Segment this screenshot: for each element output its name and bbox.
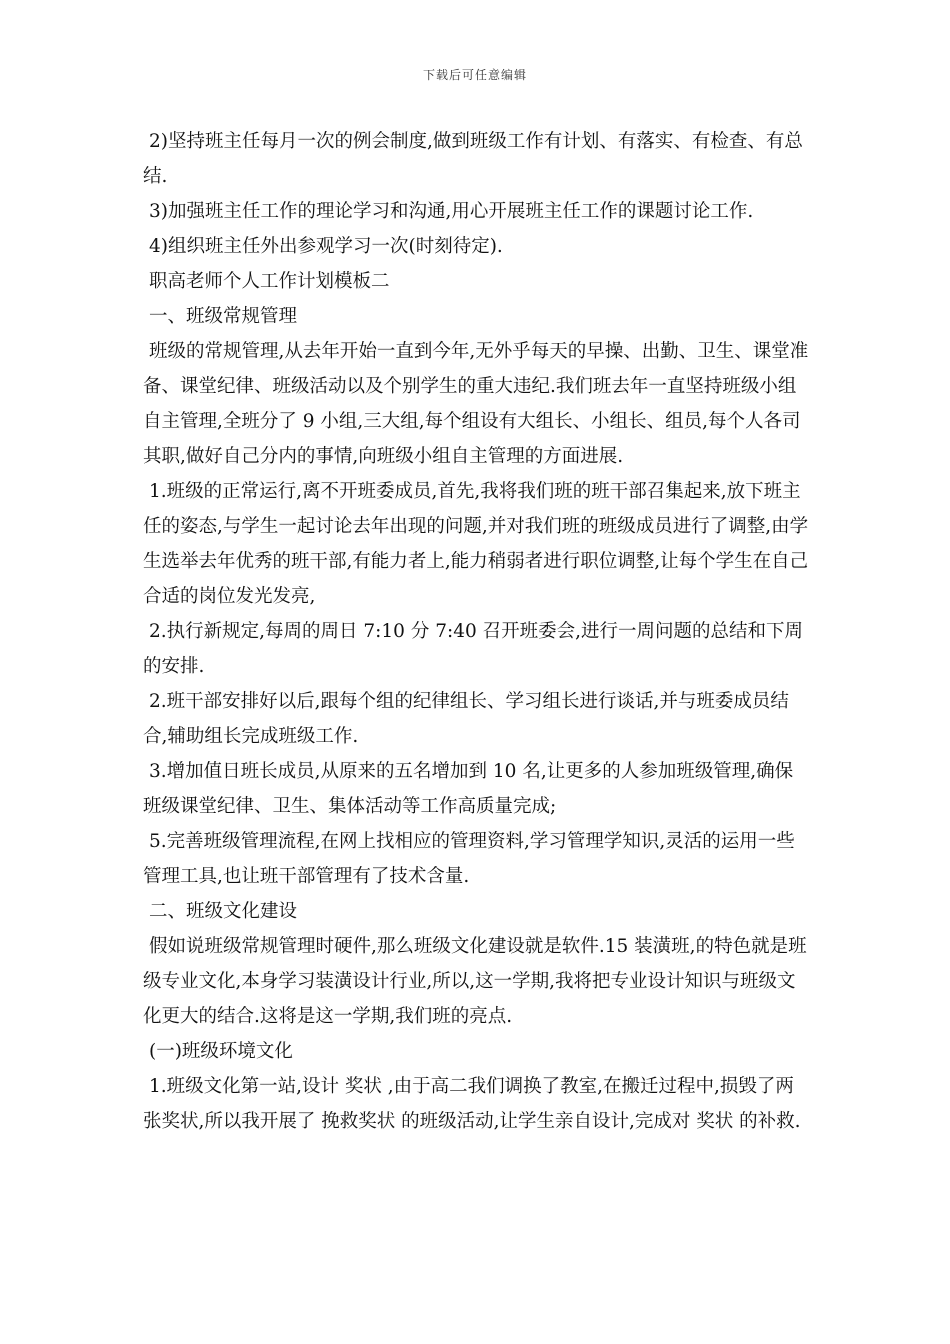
paragraph-class-meeting-system: 2)坚持班主任每月一次的例会制度,做到班级工作有计划、有落实、有检查、有总结. [143, 131, 803, 187]
paragraph-cadre-arrangement: 2.班干部安排好以后,跟每个组的纪律组长、学习组长进行谈话,并与班委成员结合,辅助组长完成班级工作. [143, 691, 789, 747]
paragraph-award-design: 1.班级文化第一站,设计 奖状 ,由于高二我们调换了教室,在搬迁过程中,损毁了两张奖状,所以我开展了 挽救奖状 的班级活动,让学生亲自设计,完成对 奖状 的补救. [143, 1076, 801, 1132]
document-body [143, 124, 811, 1139]
heading-routine-management: 一、班级常规管理 [149, 306, 298, 327]
heading-class-culture: 二、班级文化建设 [149, 901, 298, 922]
paragraph-external-visit: 4)组织班主任外出参观学习一次(时刻待定). [149, 236, 503, 257]
heading-environment-culture: (一)班级环境文化 [149, 1041, 293, 1062]
paragraph-management-process: 5.完善班级管理流程,在网上找相应的管理资料,学习管理学知识,灵活的运用一些管理工具,也让班干部管理有了技术含量. [143, 831, 795, 887]
paragraph-routine-management: 班级的常规管理,从去年开始一直到今年,无外乎每天的早操、出勤、卫生、课堂准备、课堂纪律、班级活动以及个别学生的重大违纪.我们班去年一直坚持班级小组自主管理,全班分了 9 小组,三大组,每个组设有大组长、小组长、组员,每个人各司其职,做好自己分内的事情,向班级小组自主管理的方面进展. [143, 341, 809, 467]
page-header: 下载后可任意编辑 [422, 68, 527, 82]
paragraph-duty-monitors: 3.增加值日班长成员,从原来的五名增加到 10 名,让更多的人参加班级管理,确保班级课堂纪律、卫生、集体活动等工作高质量完成; [143, 761, 794, 817]
paragraph-new-rules: 2.执行新规定,每周的周日 7:10 分 7:40 召开班委会,进行一周问题的总结和下周的安排. [143, 621, 804, 677]
paragraph-class-culture: 假如说班级常规管理时硬件,那么班级文化建设就是软件.15 装潢班,的特色就是班级专业文化,本身学习装潢设计行业,所以,这一学期,我将把专业设计知识与班级文化更大的结合.这将是这一学期,我们班的亮点. [143, 936, 807, 1027]
paragraph-committee-members: 1.班级的正常运行,离不开班委成员,首先,我将我们班的班干部召集起来,放下班主任的姿态,与学生一起讨论去年出现的问题,并对我们班的班级成员进行了调整,由学生选举去年优秀的班干部,有能力者上,能力稍弱者进行职位调整,让每个学生在自己合适的岗位发光发亮, [143, 481, 809, 607]
section-title-template-two: 职高老师个人工作计划模板二 [149, 271, 390, 292]
paragraph-theory-study: 3)加强班主任工作的理论学习和沟通,用心开展班主任工作的课题讨论工作. [149, 201, 754, 222]
